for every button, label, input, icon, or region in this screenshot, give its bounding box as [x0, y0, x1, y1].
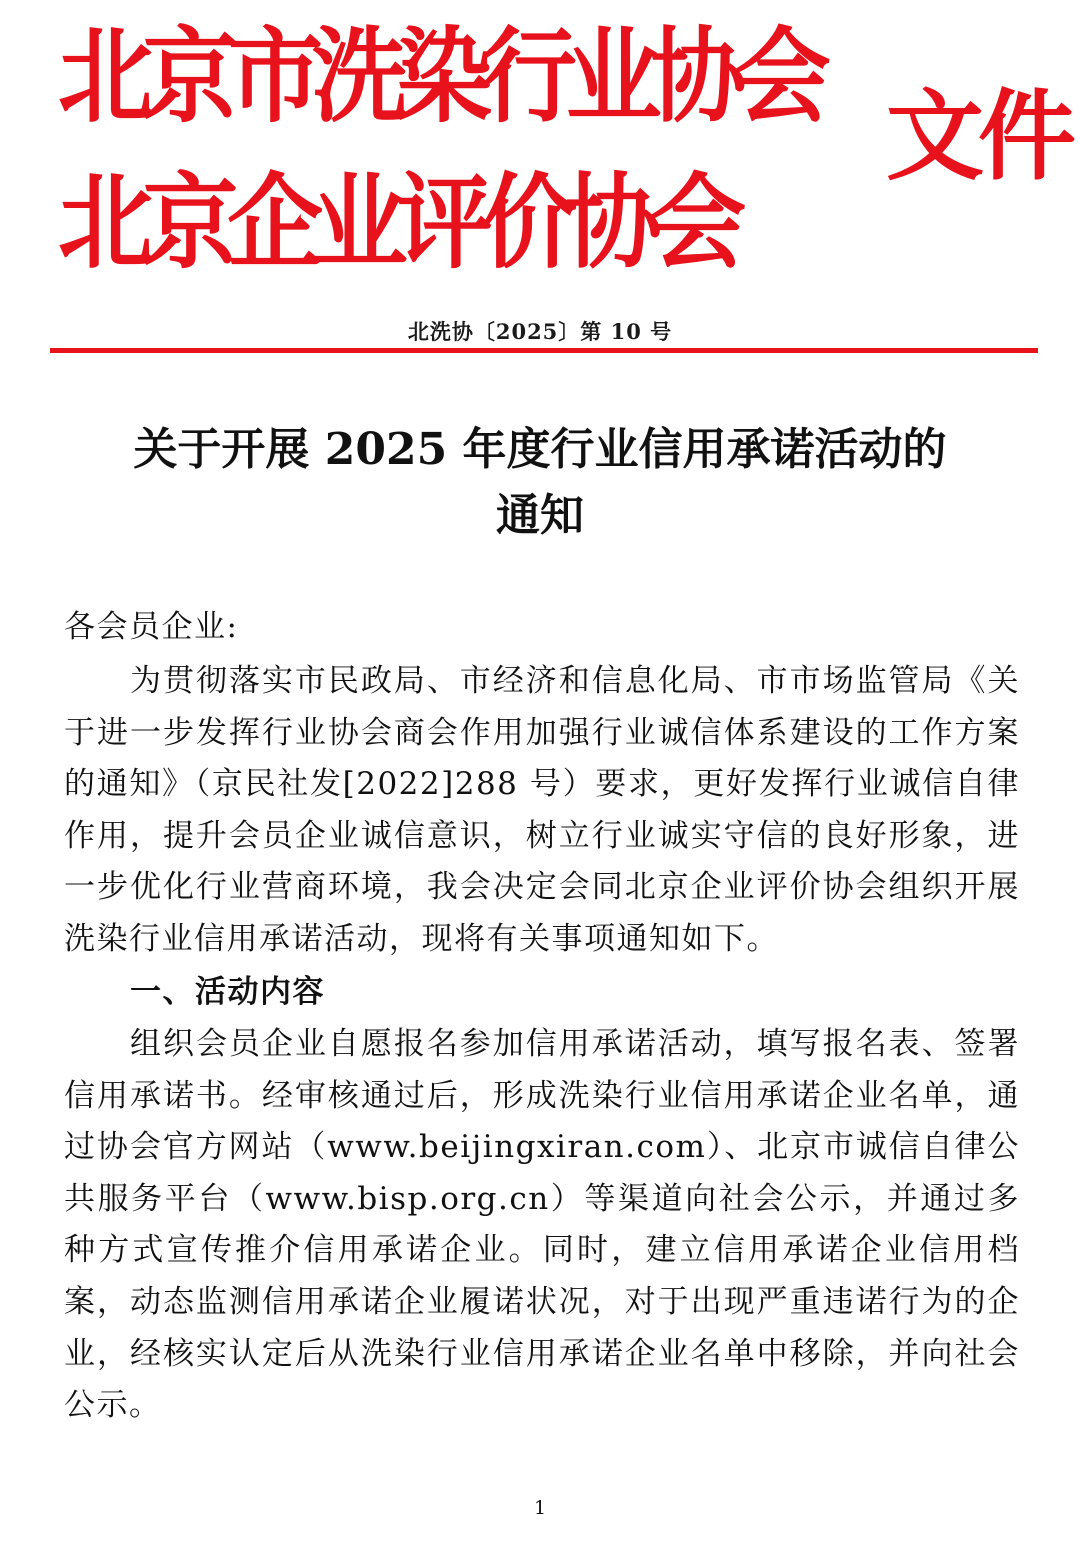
salutation: 各会员企业:	[64, 609, 239, 645]
document-title-line-1: 关于开展 2025 年度行业信用承诺活动的	[133, 424, 947, 475]
issuing-org-2: 北京企业评价协会	[58, 163, 736, 283]
document-title-line-2: 通知	[496, 490, 584, 541]
document-type-label: 文件	[886, 80, 1071, 194]
page-number: 1	[533, 1497, 547, 1519]
body-paragraph-2: 组织会员企业自愿报名参加信用承诺活动，填写报名表、签署信用承诺书。经审核通过后，形成洗染行业信用承诺企业名单，通过协会官方网站（www.beijingxiran.com）、北京市诚信自律公共服务平台（www.bisp.org.cn）等渠道向社会公示，并通过多种方式宣传推介信用承诺企业。同时，建立信用承诺企业信用档案，动态监测信用承诺企业履诺状况，对于出现严重违诺行为的企业，经核实认定后从洗染行业信用承诺企业名单中移除，并向社会公示。	[64, 1026, 1020, 1424]
issuing-org-1: 北京市洗染行业协会	[58, 17, 820, 137]
letterhead-divider	[50, 348, 1038, 353]
document-number: 北洗协〔2025〕第 10 号	[407, 319, 673, 344]
body-paragraph-1: 为贯彻落实市民政局、市经济和信息化局、市市场监管局《关于进一步发挥行业协会商会作用加强行业诚信体系建设的工作方案的通知》（京民社发[2022]288 号）要求，更好发挥行业诚信自律作用，提升会员企业诚信意识，树立行业诚实守信的良好形象，进一步优化行业营商环境，我会决定会同北京企业评价协会组织开展洗染行业信用承诺活动，现将有关事项通知如下。	[64, 663, 1020, 957]
section-heading-1: 一、活动内容	[130, 974, 325, 1010]
